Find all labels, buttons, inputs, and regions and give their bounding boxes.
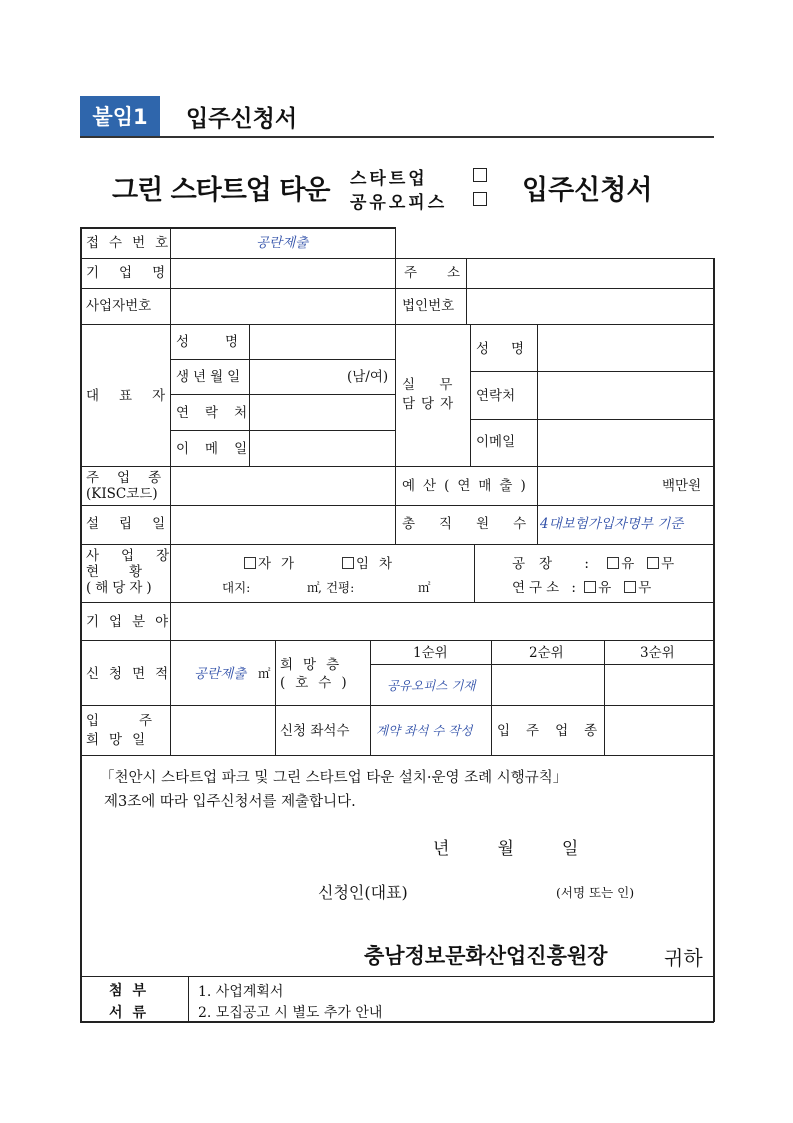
- seats-label: 신청 좌석수: [280, 723, 350, 739]
- biz-reg-no-label: 사업자번호: [86, 298, 152, 314]
- industry-label: 주업종: [86, 470, 180, 486]
- seats-value[interactable]: 계약 좌석 수 작성: [376, 723, 473, 738]
- lease-label: 임차: [356, 556, 403, 572]
- floor-area-unit: ㎡: [418, 580, 431, 595]
- applicant-label: 신청인(대표): [318, 883, 408, 902]
- employees-label: 총직원수: [402, 516, 551, 532]
- factory-label: 공장 :: [512, 556, 603, 572]
- lease-checkbox[interactable]: [342, 557, 354, 569]
- industry-code-label: (KISC코드): [86, 486, 158, 502]
- date-month: 월: [497, 839, 516, 859]
- date-day: 일: [561, 839, 581, 859]
- business-field-label: 기업분야: [86, 614, 179, 630]
- employees-value[interactable]: 4대보험가입자명부 기준: [540, 516, 684, 532]
- rep-gender-label: (남/여): [347, 369, 389, 385]
- staff-label-line2: 담당자: [402, 396, 460, 412]
- owned-label: 자가: [258, 556, 305, 572]
- corp-reg-no-label: 법인번호: [402, 298, 455, 314]
- rep-contact-label: 연락처: [176, 405, 264, 421]
- date-line: [433, 834, 580, 859]
- land-label: 대지:: [222, 580, 251, 595]
- site-status-label: 현황: [86, 564, 173, 580]
- requested-area-unit: ㎡: [258, 666, 271, 681]
- recipient-agency: 충남정보문화산업진흥원장: [364, 943, 608, 968]
- lab-label: 연구소 :: [512, 580, 580, 596]
- signature-label: (서명 또는 인): [556, 885, 635, 900]
- factory-yes-checkbox[interactable]: [607, 557, 619, 569]
- site-label: 사업장: [86, 548, 192, 564]
- budget-unit: 백만원: [662, 478, 702, 494]
- desired-unit-label: (호수): [280, 675, 357, 691]
- staff-contact-label: 연락처: [476, 388, 516, 404]
- factory-no-label: 무: [661, 556, 675, 572]
- est-date-label: 설립일: [86, 516, 186, 532]
- option-shared-office-checkbox[interactable]: [473, 192, 487, 206]
- attachments-label-line2: 서류: [109, 1005, 157, 1021]
- lab-no-label: 무: [638, 580, 652, 596]
- requested-area-label: 신청면적: [86, 666, 179, 682]
- lab-yes-checkbox[interactable]: [584, 581, 596, 593]
- attachment-badge: 붙임1: [80, 96, 160, 136]
- rank2-header: 2순위: [529, 645, 564, 661]
- move-in-date-label: 희망일: [86, 732, 156, 748]
- attachment-item: 2. 모집공고 시 별도 추가 안내: [198, 1005, 383, 1021]
- business-type-label: 입주업종: [497, 723, 614, 739]
- company-name-label: 기업명: [86, 265, 186, 281]
- lab-yes-label: 유: [598, 580, 612, 596]
- owned-checkbox[interactable]: [244, 557, 256, 569]
- rep-name-label: 성명: [176, 334, 275, 350]
- option-startup-label: 스타트업: [350, 169, 428, 189]
- staff-name-label: 성명: [476, 341, 547, 357]
- staff-email-label: 이메일: [476, 434, 516, 450]
- recipient-honorific: 귀하: [664, 946, 703, 970]
- staff-label-line1: 실 무: [402, 377, 463, 393]
- site-applicable-label: (해당자): [86, 580, 156, 596]
- budget-label: 예산(연매출): [402, 478, 534, 494]
- move-in-label: 입주: [86, 713, 193, 729]
- statement-line1: 「천안시 스타트업 파크 및 그린 스타트업 타운 설치·운영 조례 시행규칙」: [100, 770, 568, 786]
- rank1-value[interactable]: 공유오피스 기재: [387, 678, 476, 693]
- heading-rule: [80, 136, 714, 138]
- document-heading: 입주신청서: [186, 106, 298, 132]
- factory-yes-label: 유: [621, 556, 635, 572]
- date-year: 년: [433, 839, 452, 859]
- rank3-header: 3순위: [640, 645, 675, 661]
- statement-line2: 제3조에 따라 입주신청서를 제출합니다.: [104, 794, 356, 810]
- receipt-no-label: 접수번호: [86, 235, 179, 251]
- form-title-prefix: 그린 스타트업 타운: [112, 175, 330, 206]
- attachment-item: 1. 사업계획서: [198, 984, 284, 1000]
- receipt-no-value[interactable]: 공란제출: [256, 235, 309, 251]
- attachments-label-line1: 첨부: [109, 983, 157, 999]
- rank1-header: 1순위: [413, 645, 448, 661]
- address-label: 주소: [404, 265, 491, 281]
- factory-no-checkbox[interactable]: [647, 557, 659, 569]
- rep-birth-label: 생년월일: [176, 369, 245, 385]
- land-area-unit: ㎡: [307, 580, 320, 595]
- desired-floor-label: 희망층: [280, 657, 350, 673]
- representative-label: 대표자: [86, 388, 186, 404]
- lab-no-checkbox[interactable]: [624, 581, 636, 593]
- form-title-suffix: 입주신청서: [522, 175, 653, 206]
- requested-area-value[interactable]: 공란제출: [194, 666, 247, 682]
- rep-email-label: 이메일: [176, 441, 264, 457]
- option-shared-office-label: 공유오피스: [350, 193, 448, 213]
- option-startup-checkbox[interactable]: [473, 168, 487, 182]
- floor-area-label: , 건평:: [318, 580, 355, 595]
